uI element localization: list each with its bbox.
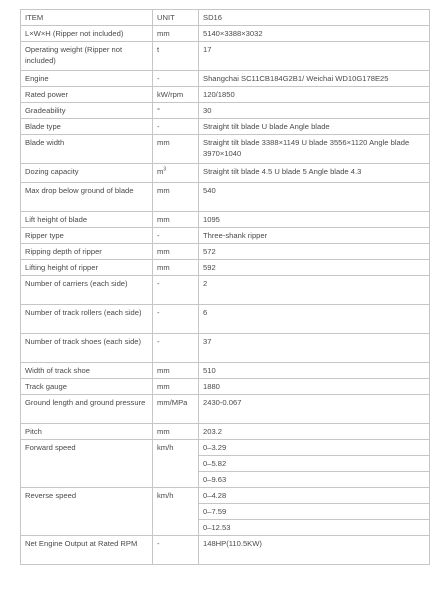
table-row <box>21 212 430 228</box>
forward-speed-unit: km/h <box>153 440 199 488</box>
table-header-row <box>21 10 430 26</box>
table-row-net-output <box>21 536 430 565</box>
row-item: Blade type <box>21 119 153 135</box>
row-unit: mm <box>153 183 199 212</box>
row-item: Ground length and ground pressure <box>21 395 153 424</box>
row-value: 540 <box>199 183 430 212</box>
row-unit: mm <box>153 26 199 42</box>
row-value: Three-shank ripper <box>199 228 430 244</box>
net-output-item: Net Engine Output at Rated RPM <box>21 536 153 565</box>
header-model: SD16 <box>199 10 430 26</box>
row-unit: - <box>153 71 199 87</box>
row-item: Engine <box>21 71 153 87</box>
table-row <box>21 71 430 87</box>
row-item: Max drop below ground of blade <box>21 183 153 212</box>
row-value: Straight tilt blade U blade Angle blade <box>199 119 430 135</box>
row-unit: kW/rpm <box>153 87 199 103</box>
table-row <box>21 119 430 135</box>
row-item: Number of track shoes (each side) <box>21 334 153 363</box>
table-row <box>21 395 430 424</box>
reverse-speed-unit: km/h <box>153 488 199 536</box>
table-row <box>21 379 430 395</box>
row-unit <box>153 164 199 183</box>
row-value: 572 <box>199 244 430 260</box>
reverse-speed-value: 0–12.53 <box>199 520 430 536</box>
row-item: Ripper type <box>21 228 153 244</box>
row-unit: mm <box>153 379 199 395</box>
table-row-reverse-speed <box>21 488 430 504</box>
row-item: Dozing capacity <box>21 164 153 183</box>
row-item: Lift height of blade <box>21 212 153 228</box>
table-row <box>21 103 430 119</box>
row-value: 510 <box>199 363 430 379</box>
row-unit: mm <box>153 363 199 379</box>
spec-table-container <box>20 9 430 565</box>
row-value: 120/1850 <box>199 87 430 103</box>
row-unit: - <box>153 334 199 363</box>
reverse-speed-value: 0–4.28 <box>199 488 430 504</box>
reverse-speed-value: 0–7.59 <box>199 504 430 520</box>
table-row <box>21 305 430 334</box>
forward-speed-item: Forward speed <box>21 440 153 488</box>
forward-speed-value: 0–5.82 <box>199 456 430 472</box>
net-output-value: 148HP(110.5KW) <box>199 536 430 565</box>
table-row <box>21 244 430 260</box>
row-item: Ripping depth of ripper <box>21 244 153 260</box>
row-unit: mm <box>153 135 199 164</box>
reverse-speed-item: Reverse speed <box>21 488 153 536</box>
unit-base: m <box>157 167 164 176</box>
table-row <box>21 183 430 212</box>
row-value: Shangchai SC11CB184G2B1/ Weichai WD10G178E25 <box>199 71 430 87</box>
row-value: 1095 <box>199 212 430 228</box>
table-row <box>21 228 430 244</box>
row-item: Number of carriers (each side) <box>21 276 153 305</box>
row-item: Lifting height of ripper <box>21 260 153 276</box>
row-item: Number of track rollers (each side) <box>21 305 153 334</box>
header-unit: UNIT <box>153 10 199 26</box>
table-row <box>21 26 430 42</box>
table-row <box>21 87 430 103</box>
row-item: Pitch <box>21 424 153 440</box>
row-unit: mm/MPa <box>153 395 199 424</box>
table-row <box>21 164 430 183</box>
row-unit: - <box>153 119 199 135</box>
spec-table <box>20 9 430 565</box>
row-unit: mm <box>153 212 199 228</box>
table-row <box>21 260 430 276</box>
row-item: L×W×H (Ripper not included) <box>21 26 153 42</box>
table-row <box>21 42 430 71</box>
row-unit: mm <box>153 260 199 276</box>
header-item: ITEM <box>21 10 153 26</box>
unit-superscript: 3 <box>163 166 167 173</box>
row-unit: - <box>153 276 199 305</box>
table-row <box>21 363 430 379</box>
table-row <box>21 424 430 440</box>
table-row <box>21 276 430 305</box>
table-row <box>21 135 430 164</box>
row-unit: - <box>153 305 199 334</box>
row-value: 2430-0.067 <box>199 395 430 424</box>
row-value: 203.2 <box>199 424 430 440</box>
table-row <box>21 334 430 363</box>
row-value: 592 <box>199 260 430 276</box>
row-value: Straight tilt blade 4.5 U blade 5 Angle blade 4.3 <box>199 164 430 183</box>
row-unit: mm <box>153 424 199 440</box>
row-item: Width of track shoe <box>21 363 153 379</box>
row-value: 2 <box>199 276 430 305</box>
row-value: 5140×3388×3032 <box>199 26 430 42</box>
forward-speed-value: 0–3.29 <box>199 440 430 456</box>
row-value: Straight tilt blade 3388×1149 U blade 3556×1120 Angle blade 3970×1040 <box>199 135 430 164</box>
row-value: 17 <box>199 42 430 71</box>
row-item: Rated power <box>21 87 153 103</box>
row-value: 6 <box>199 305 430 334</box>
row-item: Blade width <box>21 135 153 164</box>
row-item: Operating weight (Ripper not included) <box>21 42 153 71</box>
row-item: Gradeability <box>21 103 153 119</box>
row-value: 1880 <box>199 379 430 395</box>
net-output-unit: - <box>153 536 199 565</box>
row-unit: - <box>153 228 199 244</box>
forward-speed-value: 0–9.63 <box>199 472 430 488</box>
row-value: 37 <box>199 334 430 363</box>
row-value: 30 <box>199 103 430 119</box>
row-unit: ° <box>153 103 199 119</box>
row-item: Track gauge <box>21 379 153 395</box>
row-unit: mm <box>153 244 199 260</box>
row-unit: t <box>153 42 199 71</box>
table-row-forward-speed <box>21 440 430 456</box>
